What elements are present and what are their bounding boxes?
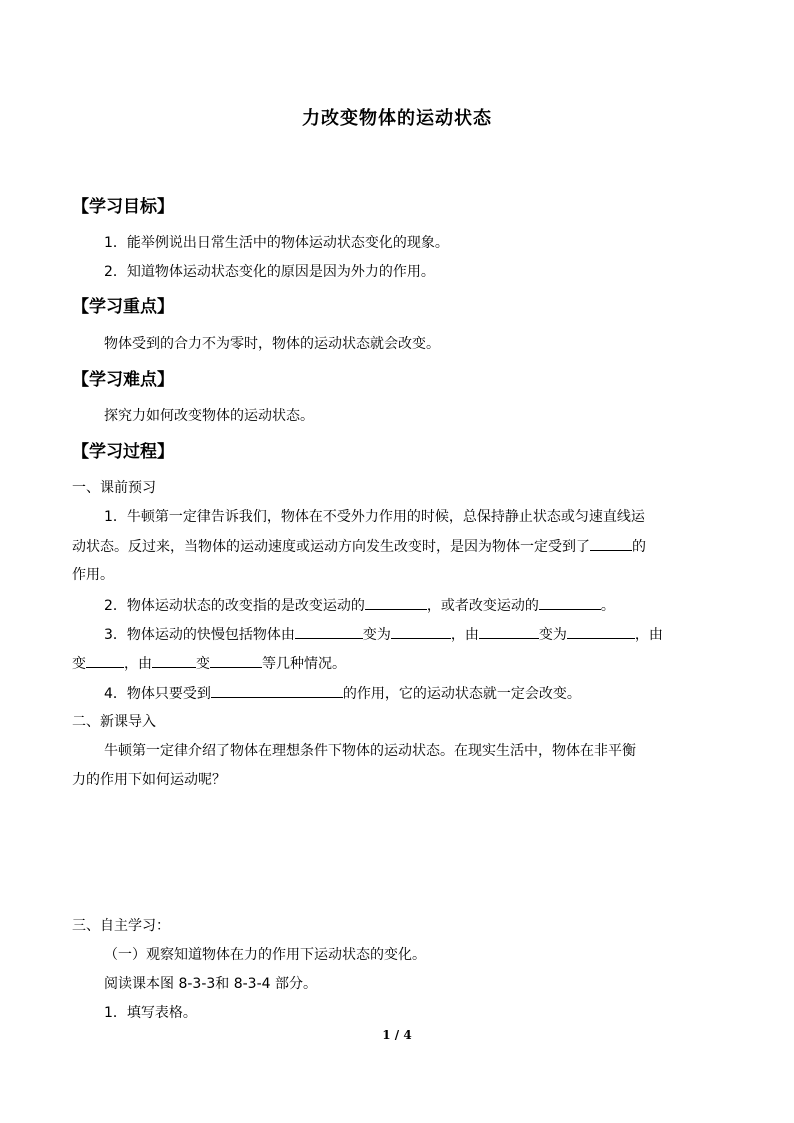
fill-table-item: 1．填写表格。 xyxy=(104,1005,197,1021)
q3-text-b: 变为 xyxy=(362,627,391,643)
q3-text-h: 变 xyxy=(196,656,210,672)
difficulty-text: 探究力如何改变物体的运动状态。 xyxy=(104,408,314,424)
q3-text-a: 3．物体运动的快慢包括物体由 xyxy=(104,627,295,643)
q3-text-e: ，由 xyxy=(634,627,663,643)
q3-blank-3[interactable] xyxy=(479,624,539,639)
q2-text-c: 。 xyxy=(600,598,615,614)
section-1-title: 一、课前预习 xyxy=(72,480,156,496)
q3-line-2 xyxy=(72,653,346,674)
q1-text-a: 动状态。反过来，当物体的运动速度或运动方向发生改变时，是因为物体一定受到了 xyxy=(72,539,590,555)
q3-blank-7[interactable] xyxy=(210,653,262,668)
section-2-title: 二、新课导入 xyxy=(72,714,156,730)
q2-text-a: 2．物体运动状态的改变指的是改变运动的 xyxy=(104,598,365,614)
intro-line-1: 牛顿第一定律介绍了物体在理想条件下物体的运动状态。在现实生活中，物体在非平衡 xyxy=(104,743,636,759)
heading-objectives: 【学习目标】 xyxy=(72,197,174,217)
q2-line xyxy=(104,595,615,616)
q3-blank-1[interactable] xyxy=(295,624,363,639)
page-title: 力改变物体的运动状态 xyxy=(302,108,492,129)
key-text: 物体受到的合力不为零时，物体的运动状态就会改变。 xyxy=(104,336,440,352)
objective-2: 2．知道物体运动状态变化的原因是因为外力的作用。 xyxy=(104,264,435,280)
q4-line xyxy=(104,683,581,704)
q1-line-1: 1．牛顿第一定律告诉我们，物体在不受外力作用的时候，总保持静止状态或匀速直线运 xyxy=(104,509,645,525)
q3-line-1 xyxy=(104,624,663,645)
q4-text-b: 的作用，它的运动状态就一定会改变。 xyxy=(342,686,581,702)
heading-process: 【学习过程】 xyxy=(72,442,174,462)
heading-key: 【学习重点】 xyxy=(72,297,174,317)
q1-text-b: 的 xyxy=(632,539,646,555)
q2-blank-1[interactable] xyxy=(365,595,427,610)
sub-section-1: （一）观察知道物体在力的作用下运动状态的变化。 xyxy=(104,947,426,963)
q4-blank[interactable] xyxy=(211,683,343,698)
q2-blank-2[interactable] xyxy=(539,595,601,610)
intro-line-2: 力的作用下如何运动呢？ xyxy=(72,772,226,788)
q3-text-c: ，由 xyxy=(450,627,479,643)
objective-1: 1．能举例说出日常生活中的物体运动状态变化的现象。 xyxy=(104,235,449,251)
q3-text-f: 变 xyxy=(72,656,86,672)
q1-line-3: 作用。 xyxy=(72,567,114,583)
q3-text-d: 变为 xyxy=(538,627,567,643)
q3-blank-5[interactable] xyxy=(86,653,124,668)
section-3-title: 三、自主学习： xyxy=(72,918,170,934)
q3-text-g: ，由 xyxy=(124,656,152,672)
q3-blank-6[interactable] xyxy=(152,653,196,668)
heading-difficulty: 【学习难点】 xyxy=(72,370,174,390)
page-number: 1 / 4 xyxy=(382,1028,412,1042)
q1-blank[interactable] xyxy=(590,536,632,551)
q2-text-b: ，或者改变运动的 xyxy=(426,598,539,614)
read-instruction: 阅读课本图 8-3-3和 8-3-4 部分。 xyxy=(104,976,318,992)
q1-line-2 xyxy=(72,536,646,557)
q3-blank-2[interactable] xyxy=(391,624,451,639)
q4-text-a: 4．物体只要受到 xyxy=(104,686,211,702)
q3-text-i: 等几种情况。 xyxy=(262,656,346,672)
q3-blank-4[interactable] xyxy=(567,624,635,639)
